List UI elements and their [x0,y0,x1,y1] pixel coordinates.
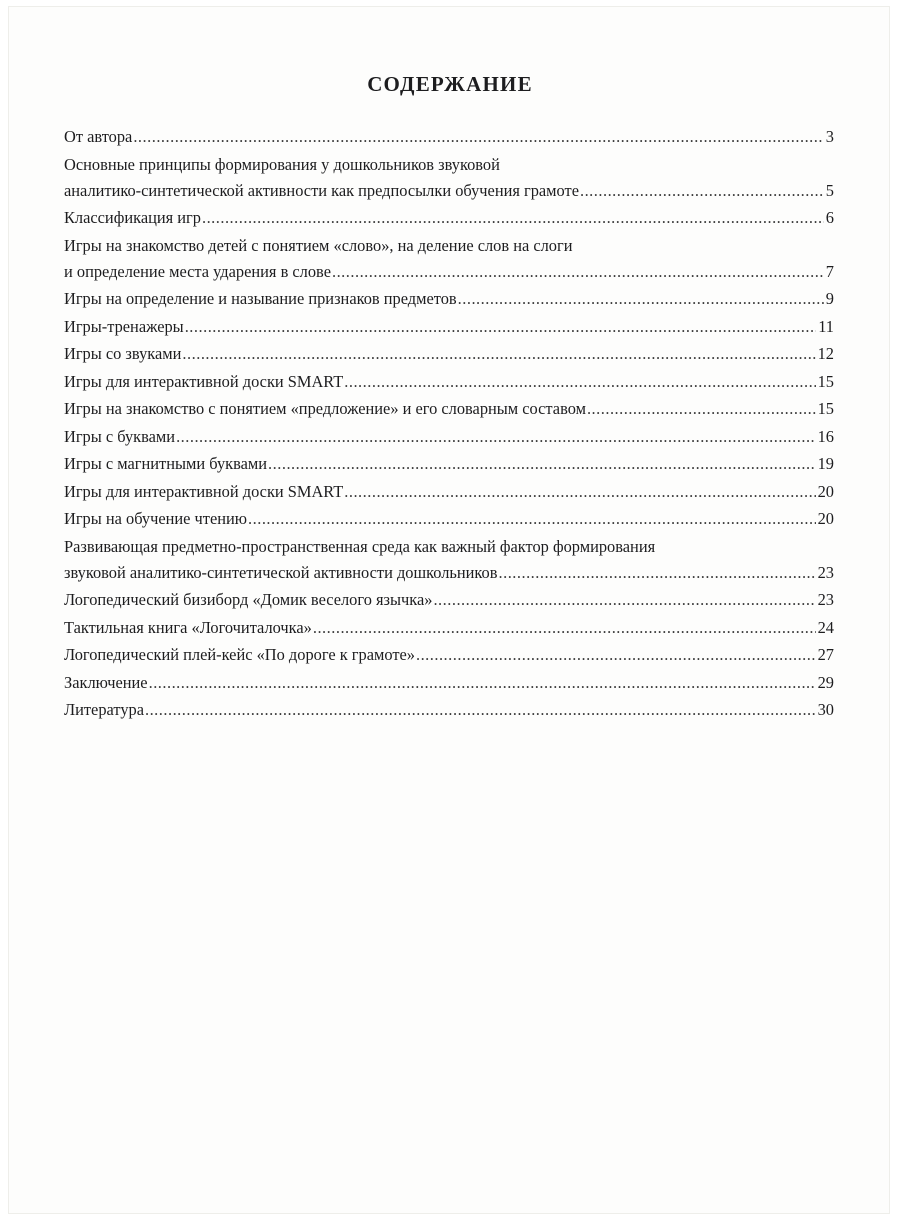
dot-leader [176,424,816,450]
toc-entry-title: Игры с буквами [64,426,176,446]
toc-page-number: 3 [825,127,834,146]
toc-entry-line [64,178,834,204]
toc-entry [64,670,834,696]
toc-entry-line [64,451,834,477]
toc-entry-line [64,670,834,696]
toc-page-number: 23 [817,590,834,609]
table-of-contents [64,124,834,725]
toc-page-number: 12 [817,344,834,363]
toc-entry-title-line: Игры на знакомство детей с понятием «слово», на деление слов на слоги [64,235,573,255]
toc-entry-title: Логопедический плей-кейс «По дороге к грамоте» [64,645,415,664]
toc-entry-title: Логопедический бизиборд «Домик веселого язычка» [64,590,433,609]
dot-leader [433,587,815,613]
dot-leader [332,259,824,285]
toc-entry [64,286,834,312]
toc-entry-title: От автора [64,127,133,146]
toc-entry [64,642,834,668]
dot-leader [182,341,815,367]
toc-entry-title: Игры с магнитными буквами [64,454,268,473]
toc-page-number: 15 [817,399,834,418]
dot-leader [185,314,817,340]
toc-entry [64,341,834,367]
toc-entry-line [64,369,834,395]
toc-page-number: 15 [817,371,834,391]
toc-page-number: 20 [817,509,834,528]
toc-page-number: 5 [825,180,834,200]
dot-leader [587,396,816,422]
toc-entry [64,451,834,477]
dot-leader [248,506,816,532]
dot-leader [313,615,816,641]
dot-leader [580,178,824,204]
toc-page-number: 9 [825,289,834,308]
toc-entry [64,506,834,532]
toc-entry [64,124,834,150]
toc-entry [64,534,834,586]
toc-entry-line [64,205,834,231]
page-title: СОДЕРЖАНИЕ [367,72,533,96]
dot-leader [344,479,815,505]
toc-entry-title: Игры для интерактивной доски SMART [64,481,344,501]
toc-entry-title: Классификация игр [64,208,201,227]
dot-leader [149,670,816,696]
toc-entry [64,615,834,641]
toc-page-number: 11 [818,316,834,336]
dot-leader [145,697,816,723]
dot-leader [344,369,815,395]
toc-entry-line [64,615,834,641]
toc-entry-line [64,124,834,150]
toc-entry [64,479,834,505]
toc-entry [64,233,834,285]
toc-entry [64,152,834,204]
toc-entry-line [64,479,834,505]
dot-leader [133,124,823,150]
toc-entry-title-line: Основные принципы формирования у дошкольников звуковой [64,154,500,174]
dot-leader [499,560,816,586]
toc-page-number: 24 [817,617,834,637]
toc-entry-title: Игры для интерактивной доски SMART [64,371,344,391]
toc-entry-title: Игры со звуками [64,344,182,363]
toc-entry-title: Тактильная книга «Логочиталочка» [64,617,312,637]
toc-page-number: 20 [817,481,834,501]
toc-entry [64,314,834,340]
toc-entry-line [64,341,834,367]
toc-entry-title-line: Развивающая предметно-пространственная среда как важный фактор формирования [64,536,656,556]
toc-entry-title: Игры на обучение чтению [64,509,248,528]
toc-entry-line [64,560,834,586]
toc-page-number: 29 [817,672,834,692]
toc-page-number: 7 [825,261,834,281]
toc-entry-line [64,286,834,312]
toc-entry-line [64,314,834,340]
toc-entry [64,369,834,395]
toc-entry-title: аналитико-синтетической активности как предпосылки обучения грамоте [64,180,579,200]
toc-entry-line [64,642,834,668]
toc-entry-title: звуковой аналитико-синтетической активности дошкольников [64,562,498,582]
toc-entry-line [64,697,834,723]
toc-page-number: 23 [817,562,834,582]
toc-entry-line [64,396,834,422]
dot-leader [202,205,824,231]
toc-entry-line [64,259,834,285]
dot-leader [458,286,824,312]
toc-page-number: 27 [817,645,834,664]
toc-page-number: 30 [817,700,834,719]
toc-entry-line [64,506,834,532]
toc-entry-title: Литература [64,700,144,719]
toc-entry-title: Заключение [64,672,148,692]
toc-entry [64,697,834,723]
toc-page-number: 19 [817,454,834,473]
toc-page-number: 16 [817,426,834,446]
toc-entry [64,205,834,231]
toc-entry-title: и определение места ударения в слове [64,261,331,281]
toc-entry [64,396,834,422]
toc-entry-line [64,424,834,450]
dot-leader [268,451,816,477]
dot-leader [416,642,816,668]
toc-entry-title: Игры-тренажеры [64,316,184,336]
toc-entry [64,424,834,450]
toc-entry-line [64,587,834,613]
toc-entry-title: Игры на определение и называние признаков предметов [64,289,457,308]
toc-entry-title: Игры на знакомство с понятием «предложение» и его словарным составом [64,399,586,418]
toc-entry [64,587,834,613]
toc-page-number: 6 [825,208,834,227]
